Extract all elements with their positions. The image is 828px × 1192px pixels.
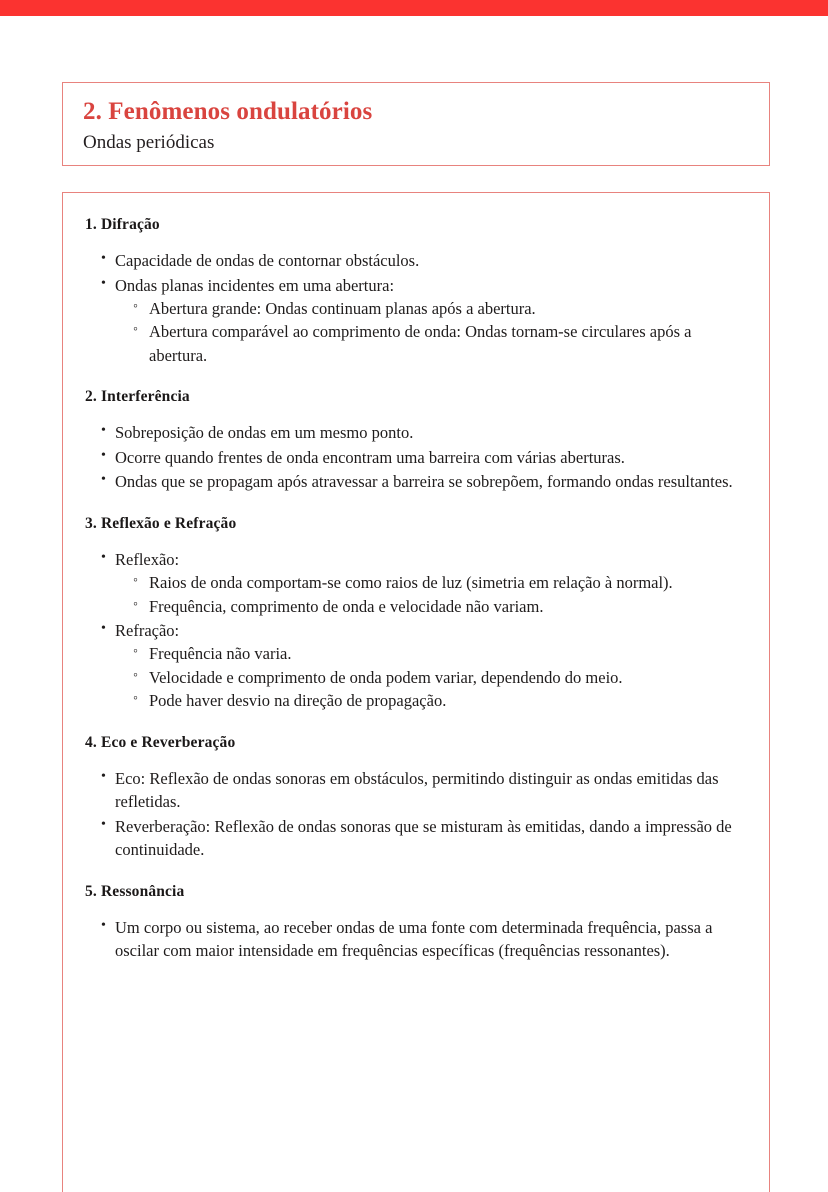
sub-list-item (149, 297, 743, 320)
sub-bullet-list (115, 642, 743, 712)
list-item-text: • Reverberação: Reflexão de ondas sonoras que se misturam às emitidas, dando a impressão de continuidade. (115, 815, 743, 862)
sub-list-item-text: ◦ Raios de onda comportam-se como raios de luz (simetria em relação à normal). (149, 571, 743, 594)
bullet-list (85, 767, 743, 862)
content-section (85, 215, 743, 367)
list-item-text: • Um corpo ou sistema, ao receber ondas de uma fonte com determinada frequência, passa a oscilar com maior intensidade em frequências específicas (frequências ressonantes). (115, 916, 743, 963)
sub-list-item-text: ◦ Frequência não varia. (149, 642, 743, 665)
sub-list-item (149, 642, 743, 665)
list-item-text: • Sobreposição de ondas em um mesmo ponto. (115, 421, 743, 444)
content-section (85, 733, 743, 862)
bullet-list (85, 548, 743, 713)
list-item (115, 446, 743, 469)
sub-bullet-list (115, 571, 743, 618)
sub-list-item-text: ◦ Frequência, comprimento de onda e velocidade não variam. (149, 595, 743, 618)
section-heading: 5. Ressonância (85, 882, 185, 900)
sub-list-item-text: ◦ Abertura grande: Ondas continuam planas após a abertura. (149, 297, 743, 320)
list-item (115, 767, 743, 814)
bullet-list (85, 421, 743, 493)
list-item-text: • Ocorre quando frentes de onda encontram uma barreira com várias aberturas. (115, 446, 743, 469)
title-card (62, 82, 770, 166)
list-item (115, 470, 743, 493)
bullet-list (85, 916, 743, 963)
list-item (115, 421, 743, 444)
sub-list-item-text: ◦ Abertura comparável ao comprimento de onda: Ondas tornam-se circulares após a abertura. (149, 320, 743, 367)
section-heading: 2. Interferência (85, 388, 190, 406)
list-item (115, 916, 743, 963)
list-item (115, 274, 743, 368)
list-item (115, 619, 743, 713)
list-item-text: • Eco: Reflexão de ondas sonoras em obstáculos, permitindo distinguir as ondas emitidas das refletidas. (115, 767, 743, 814)
list-item (115, 548, 743, 618)
list-item-text: • Reflexão: (115, 548, 743, 571)
content-section (85, 882, 743, 963)
list-item-text: • Capacidade de ondas de contornar obstáculos. (115, 249, 743, 272)
sub-list-item (149, 595, 743, 618)
list-item (115, 815, 743, 862)
sections-container (85, 215, 743, 963)
section-heading: 4. Eco e Reverberação (85, 733, 236, 751)
section-heading: 3. Reflexão e Refração (85, 514, 237, 532)
list-item-text: • Ondas planas incidentes em uma abertura: (115, 274, 743, 297)
top-accent-band (0, 0, 828, 16)
sub-list-item (149, 666, 743, 689)
content-section (85, 514, 743, 713)
document-page (0, 16, 828, 1171)
content-card (62, 192, 770, 1192)
sub-list-item-text: ◦ Pode haver desvio na direção de propagação. (149, 689, 743, 712)
list-item-text: • Refração: (115, 619, 743, 642)
bullet-list (85, 249, 743, 367)
content-section (85, 387, 743, 493)
section-heading: 1. Difração (85, 216, 160, 233)
sub-list-item (149, 571, 743, 594)
page-subtitle: Ondas periódicas (83, 132, 215, 153)
sub-bullet-list (115, 297, 743, 367)
sub-list-item-text: ◦ Velocidade e comprimento de onda podem variar, dependendo do meio. (149, 666, 743, 689)
page-title: 2. Fenômenos ondulatórios (83, 98, 373, 125)
list-item (115, 249, 743, 272)
sub-list-item (149, 689, 743, 712)
list-item-text: • Ondas que se propagam após atravessar a barreira se sobrepõem, formando ondas resultantes. (115, 470, 743, 493)
sub-list-item (149, 320, 743, 367)
